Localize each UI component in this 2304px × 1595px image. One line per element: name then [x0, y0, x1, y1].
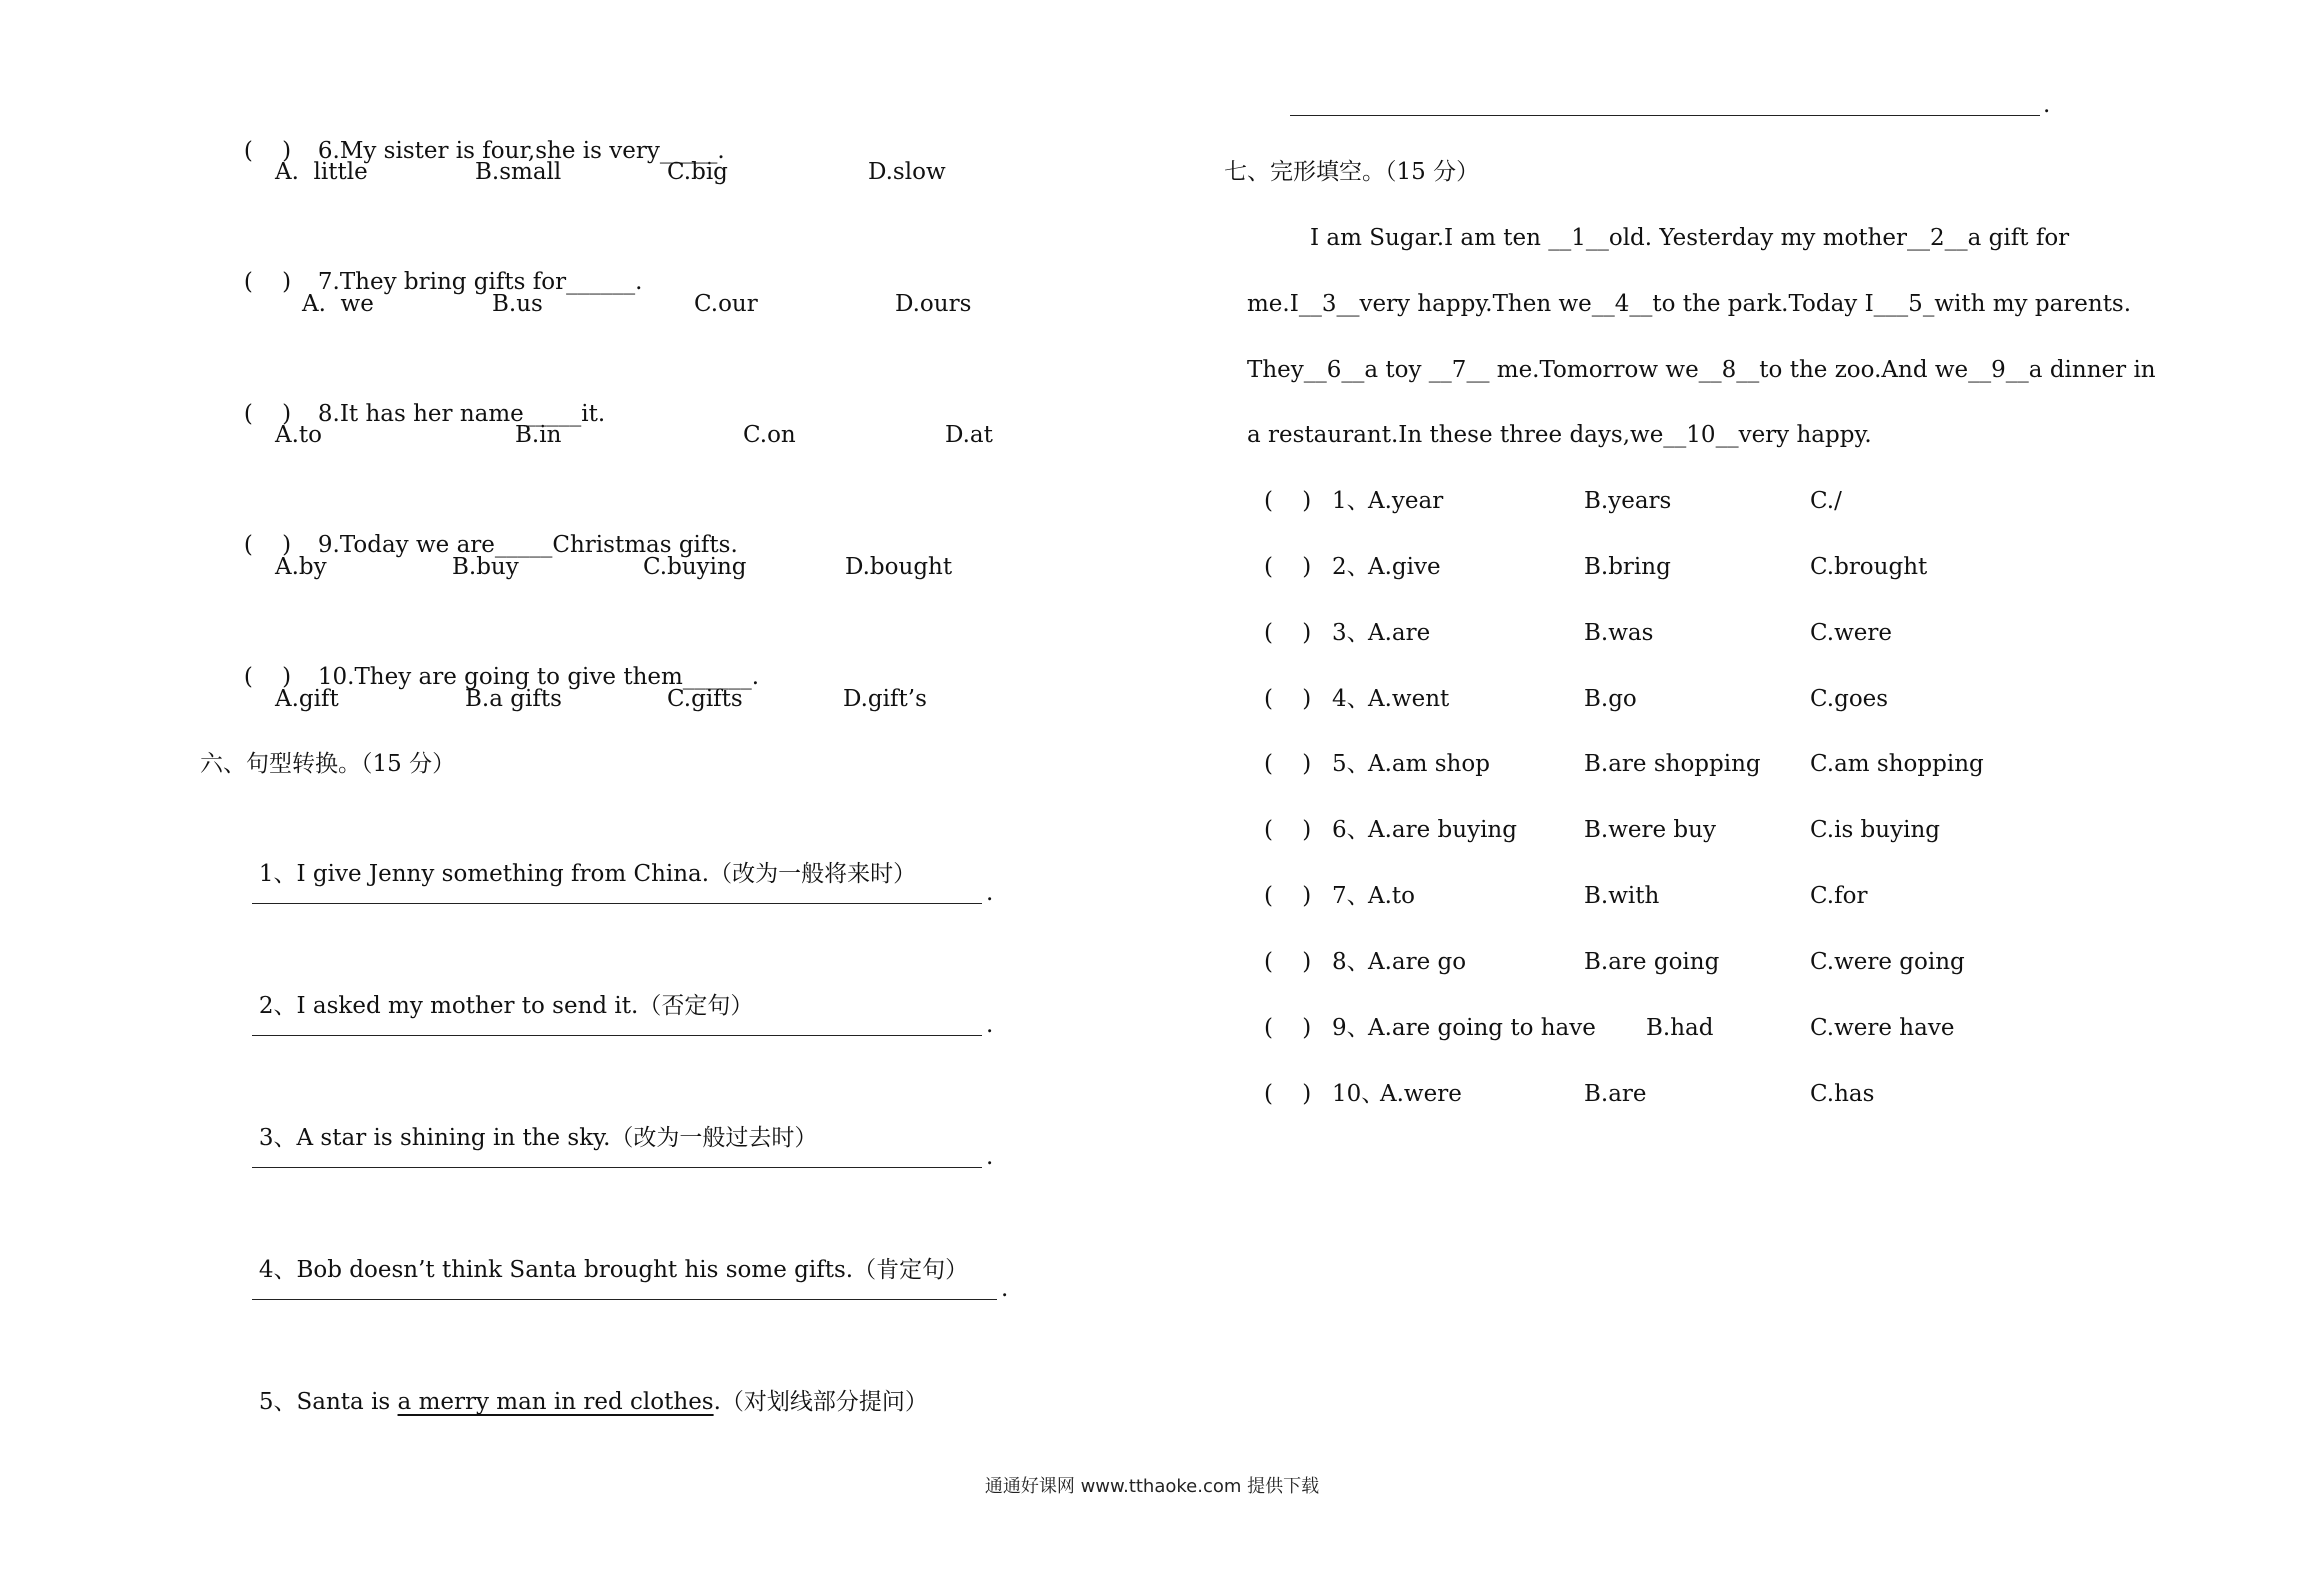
- answer-blank-3[interactable]: [252, 1167, 982, 1168]
- cloze-num: 5、: [1332, 751, 1370, 777]
- cloze-paren[interactable]: ( ): [1264, 817, 1312, 843]
- option-b: B.buy: [452, 554, 519, 580]
- answer-blank-1[interactable]: [252, 903, 982, 904]
- cloze-paren[interactable]: ( ): [1264, 751, 1312, 777]
- answer-blank-2[interactable]: [252, 1035, 982, 1036]
- option-d: D.at: [945, 422, 993, 448]
- answer-paren[interactable]: ( ): [243, 532, 292, 558]
- transform-item-4: [215, 1204, 969, 1283]
- option-c: C.on: [743, 422, 796, 448]
- cloze-num: 10、: [1332, 1081, 1385, 1107]
- cloze-option-b: B.are: [1584, 1081, 1647, 1107]
- item-number: 2、: [258, 993, 297, 1019]
- mc-question-6: [200, 85, 725, 164]
- cloze-paren[interactable]: ( ): [1264, 1081, 1312, 1107]
- transform-item-1: [215, 808, 917, 887]
- cloze-option-c: C.is buying: [1810, 817, 1940, 843]
- blank-period: .: [986, 880, 994, 906]
- answer-paren[interactable]: ( ): [243, 138, 292, 164]
- answer-blank-continued[interactable]: [1290, 115, 2040, 116]
- cloze-option-a: A.give: [1368, 554, 1441, 580]
- transform-item-5: [215, 1336, 928, 1415]
- mc-question-9: [200, 479, 738, 558]
- cloze-option-b: B.were buy: [1584, 817, 1716, 843]
- transform-item-2: [215, 940, 754, 1019]
- option-d: D.ours: [895, 291, 972, 317]
- cloze-num: 3、: [1332, 620, 1370, 646]
- item-text-pre: Santa is: [296, 1389, 398, 1415]
- option-d: D.gift’s: [843, 686, 927, 712]
- section-7-title: 七、完形填空。（15 分）: [1224, 159, 1480, 185]
- option-a: A. we: [302, 291, 374, 317]
- option-a: A.gift: [275, 686, 339, 712]
- cloze-option-c: C.were: [1810, 620, 1892, 646]
- cloze-option-c: C.goes: [1810, 686, 1889, 712]
- blank-period: .: [986, 1144, 994, 1170]
- option-c: C.big: [667, 159, 728, 185]
- passage-line-2: me.I__3__very happy.Then we__4__to the park.Today I___5_with my parents.: [1247, 291, 2132, 317]
- cloze-option-b: B.are shopping: [1584, 751, 1761, 777]
- cloze-option-a: A.went: [1368, 686, 1450, 712]
- option-c: C.gifts: [667, 686, 743, 712]
- cloze-option-a: A.are buying: [1368, 817, 1517, 843]
- mc-question-7: [200, 216, 643, 295]
- cloze-option-c: C.were have: [1810, 1015, 1955, 1041]
- option-a: A. little: [275, 159, 368, 185]
- cloze-option-b: B.was: [1584, 620, 1654, 646]
- item-text-post: .（对划线部分提问）: [713, 1389, 928, 1415]
- answer-paren[interactable]: ( ): [243, 401, 292, 427]
- cloze-option-a: A.to: [1368, 883, 1416, 909]
- option-b: B.a gifts: [465, 686, 562, 712]
- item-number: 4、: [258, 1257, 297, 1283]
- cloze-option-a: A.are: [1368, 620, 1431, 646]
- footer-credit: 通通好课网 www.tthaoke.com 提供下载: [984, 1476, 1320, 1497]
- cloze-option-b: B.with: [1584, 883, 1660, 909]
- answer-paren[interactable]: ( ): [243, 664, 292, 690]
- item-text: Bob doesn’t think Santa brought his some gifts.（肯定句）: [296, 1257, 969, 1283]
- cloze-option-c: C.am shopping: [1810, 751, 1984, 777]
- item-number: 1、: [258, 861, 297, 887]
- cloze-option-c: C.for: [1810, 883, 1868, 909]
- cloze-option-c: C.were going: [1810, 949, 1965, 975]
- cloze-option-a: A.am shop: [1368, 751, 1490, 777]
- blank-period: .: [2043, 92, 2051, 118]
- cloze-option-a: A.were: [1380, 1081, 1462, 1107]
- section-6-title: 六、句型转换。（15 分）: [200, 751, 456, 777]
- option-b: B.us: [492, 291, 543, 317]
- item-text: A star is shining in the sky.（改为一般过去时）: [296, 1125, 818, 1151]
- item-number: 5、: [258, 1389, 297, 1415]
- cloze-paren[interactable]: ( ): [1264, 949, 1312, 975]
- option-a: A.to: [275, 422, 323, 448]
- cloze-num: 7、: [1332, 883, 1370, 909]
- cloze-paren[interactable]: ( ): [1264, 1015, 1312, 1041]
- cloze-num: 4、: [1332, 686, 1370, 712]
- cloze-option-c: C./: [1810, 488, 1842, 514]
- passage-line-3: They__6__a toy __7__ me.Tomorrow we__8__to the zoo.And we__9__a dinner in: [1247, 357, 2156, 383]
- option-c: C.buying: [643, 554, 747, 580]
- cloze-paren[interactable]: ( ): [1264, 554, 1312, 580]
- passage-line-4: a restaurant.In these three days,we__10__very happy.: [1247, 422, 1872, 448]
- cloze-paren[interactable]: ( ): [1264, 883, 1312, 909]
- cloze-num: 9、: [1332, 1015, 1370, 1041]
- option-b: B.small: [475, 159, 562, 185]
- item-text: I asked my mother to send it.（否定句）: [296, 993, 754, 1019]
- item-text: I give Jenny something from China.（改为一般将来时）: [296, 861, 917, 887]
- question-text: 6.My sister is four,she is very_____.: [317, 138, 725, 164]
- cloze-paren[interactable]: ( ): [1264, 686, 1312, 712]
- cloze-option-a: A.are go: [1368, 949, 1467, 975]
- cloze-option-b: B.are going: [1584, 949, 1720, 975]
- question-text: 10.They are going to give them______.: [317, 664, 760, 690]
- transform-item-3: [215, 1072, 818, 1151]
- question-text: 9.Today we are_____Christmas gifts.: [317, 532, 738, 558]
- cloze-num: 1、: [1332, 488, 1370, 514]
- cloze-num: 2、: [1332, 554, 1370, 580]
- cloze-option-b: B.years: [1584, 488, 1672, 514]
- answer-paren[interactable]: ( ): [243, 269, 292, 295]
- answer-blank-4[interactable]: [252, 1299, 997, 1300]
- cloze-num: 8、: [1332, 949, 1370, 975]
- cloze-num: 6、: [1332, 817, 1370, 843]
- option-d: D.slow: [868, 159, 946, 185]
- mc-question-10: [200, 611, 760, 690]
- cloze-option-c: C.has: [1810, 1081, 1875, 1107]
- option-d: D.bought: [845, 554, 953, 580]
- cloze-option-b: B.bring: [1584, 554, 1671, 580]
- cloze-option-c: C.brought: [1810, 554, 1928, 580]
- question-text: 7.They bring gifts for______.: [317, 269, 643, 295]
- cloze-option-b: B.had: [1646, 1015, 1714, 1041]
- mc-question-8: [200, 348, 606, 427]
- blank-period: .: [1001, 1276, 1009, 1302]
- underlined-phrase: a merry man in red clothes: [397, 1389, 714, 1415]
- passage-line-1: I am Sugar.I am ten __1__old. Yesterday my mother__2__a gift for: [1310, 225, 2070, 251]
- cloze-option-a: A.year: [1368, 488, 1444, 514]
- option-a: A.by: [275, 554, 327, 580]
- option-b: B.in: [515, 422, 562, 448]
- cloze-option-a: A.are going to have: [1368, 1015, 1596, 1041]
- cloze-option-b: B.go: [1584, 686, 1637, 712]
- question-text: 8.It has her name_____it.: [317, 401, 606, 427]
- item-number: 3、: [258, 1125, 297, 1151]
- cloze-paren[interactable]: ( ): [1264, 620, 1312, 646]
- cloze-paren[interactable]: ( ): [1264, 488, 1312, 514]
- blank-period: .: [986, 1012, 994, 1038]
- option-c: C.our: [694, 291, 758, 317]
